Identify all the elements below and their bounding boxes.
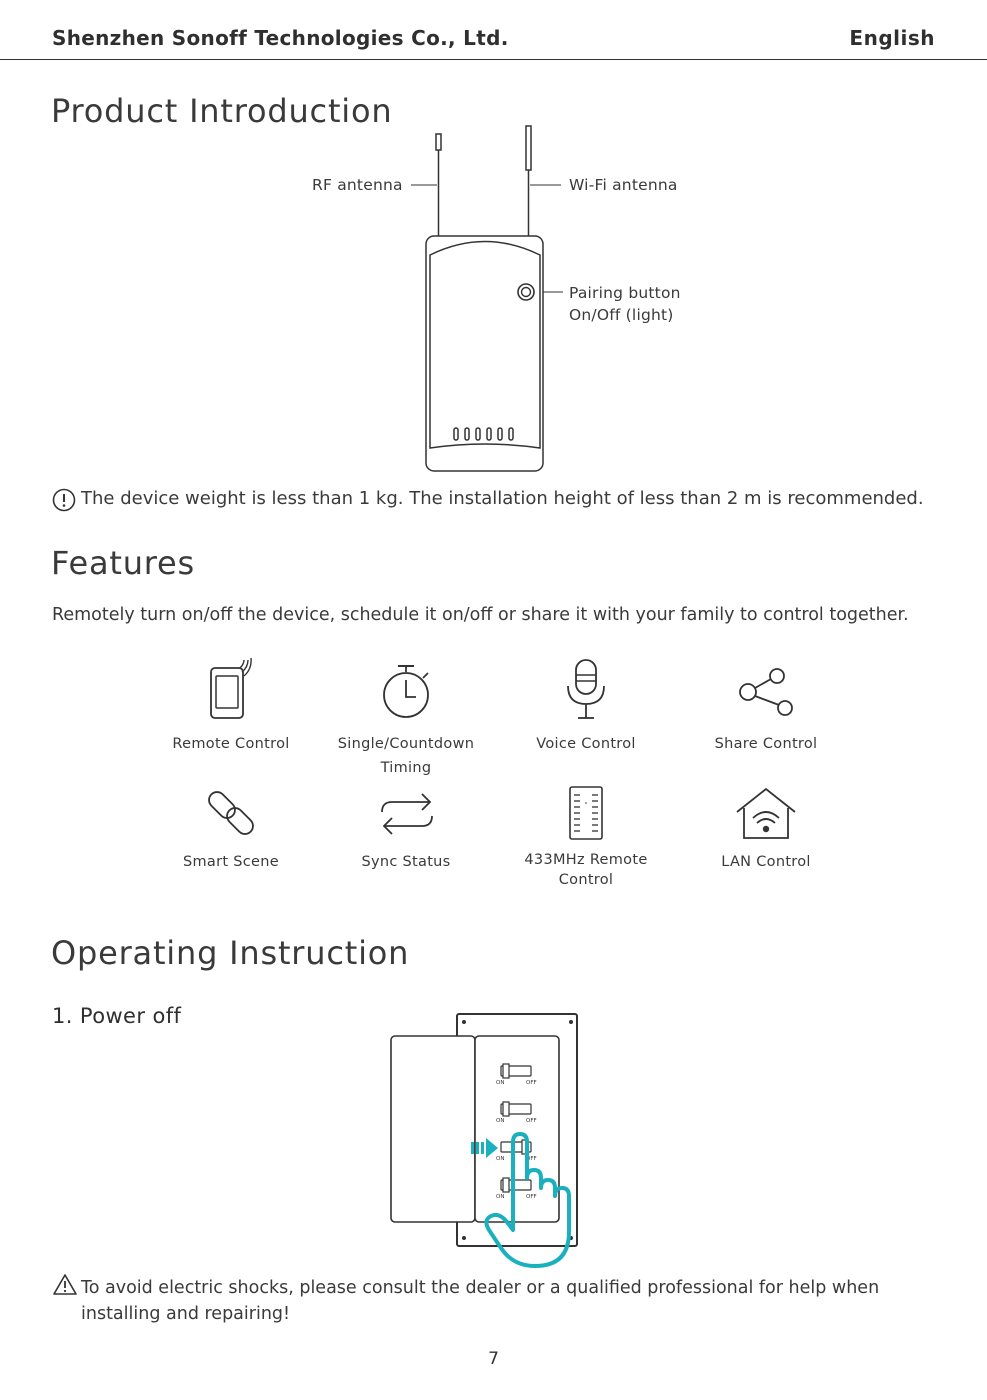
remote-icon — [568, 785, 604, 841]
breaker-diagram — [385, 1010, 615, 1272]
feature-label-share-control: Share Control — [714, 736, 818, 752]
link-icon — [205, 787, 259, 839]
sync-icon — [378, 790, 436, 838]
product-introduction-title: Product Introduction — [51, 92, 393, 130]
home-wifi-icon — [735, 786, 797, 840]
feature-label-voice-control: Voice Control — [536, 736, 636, 752]
weight-note: The device weight is less than 1 kg. The installation height of less than 2 m is recommended. — [81, 488, 924, 509]
features-title: Features — [51, 544, 195, 582]
features-description: Remotely turn on/off the device, schedule it on/off or share it with your family to control together. — [52, 605, 909, 625]
onoff-light-label: On/Off (light) — [569, 306, 674, 324]
warning-icon — [52, 1273, 78, 1297]
rf-antenna-label: RF antenna — [312, 176, 403, 194]
phone-icon — [204, 660, 260, 722]
switch-on-label-1: ON — [496, 1080, 505, 1086]
switch-on-label-4: ON — [496, 1194, 505, 1200]
timer-icon — [378, 662, 434, 722]
switch-off-label-2: OFF — [526, 1118, 537, 1124]
company-name: Shenzhen Sonoff Technologies Co., Ltd. — [52, 26, 509, 50]
feature-label-smart-scene: Smart Scene — [183, 854, 279, 870]
share-icon — [736, 666, 796, 722]
switch-off-label-3: OFF — [526, 1156, 537, 1162]
feature-label-433mhz: 433MHz Remote Control — [524, 852, 648, 888]
microphone-icon — [560, 658, 612, 722]
info-icon — [52, 488, 76, 512]
switch-on-label-3: ON — [496, 1156, 505, 1162]
language-label: English — [849, 26, 935, 50]
pairing-button-label: Pairing button — [569, 284, 681, 302]
device-diagram — [0, 0, 987, 480]
switch-on-label-2: ON — [496, 1118, 505, 1124]
feature-label-timing: Single/Countdown Timing — [337, 736, 475, 776]
feature-label-sync-status: Sync Status — [361, 854, 451, 870]
feature-label-lan-control: LAN Control — [721, 854, 811, 870]
page-number: 7 — [488, 1349, 499, 1369]
switch-off-label-1: OFF — [526, 1080, 537, 1086]
step-power-off: 1. Power off — [52, 1004, 182, 1028]
operating-instruction-title: Operating Instruction — [51, 934, 410, 972]
switch-off-label-4: OFF — [526, 1194, 537, 1200]
safety-warning: To avoid electric shocks, please consult the dealer or a qualified professional for help when installing and repairing! — [81, 1278, 880, 1324]
feature-label-remote-control: Remote Control — [172, 736, 290, 752]
wifi-antenna-label: Wi-Fi antenna — [569, 176, 678, 194]
